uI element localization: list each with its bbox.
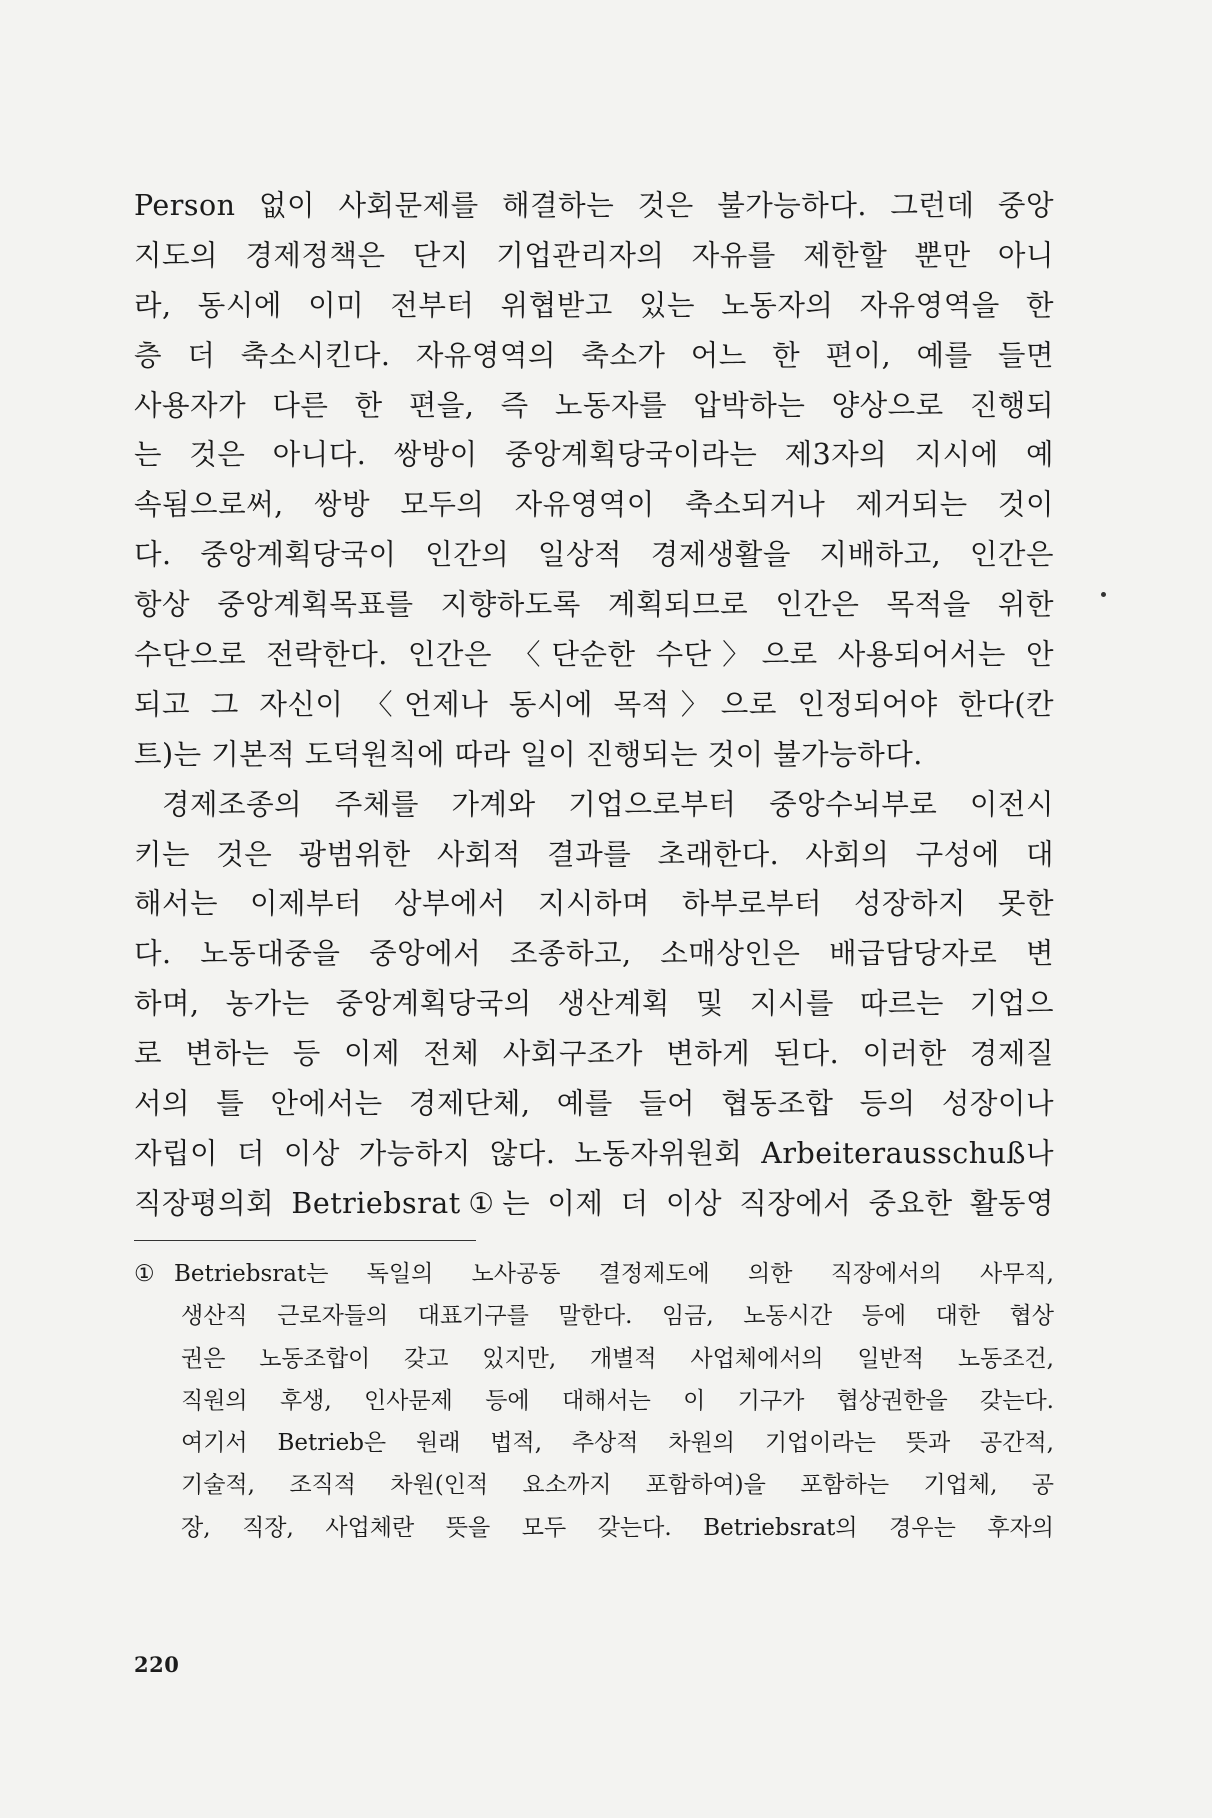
footnote-text: Betriebsrat는 독일의 노사공동 결정제도에 의한 직장에서의 사무직, [174,1261,1054,1287]
body-line: 로 변하는 등 이제 전체 사회구조가 변하게 된다. 이러한 경제질 [134,1037,1054,1071]
footnote-marker: ① [134,1261,155,1287]
footnote-line: 장, 직장, 사업체란 뜻을 모두 갖는다. Betriebsrat의 경우는 후자의 [181,1514,1054,1541]
body-line: 항상 중앙계획목표를 지향하도록 계획되므로 인간은 목적을 위한 [134,588,1054,622]
body-line: 키는 것은 광범위한 사회적 결과를 초래한다. 사회의 구성에 대 [134,837,1054,871]
body-line: 수단으로 전락한다. 인간은 〈단순한 수단〉으로 사용되어서는 안 [134,638,1054,672]
scan-speck [1101,592,1106,597]
body-line: 경제조종의 주체를 가계와 기업으로부터 중앙수뇌부로 이전시 [162,787,1054,821]
body-line: 되고 그 자신이 〈언제나 동시에 목적〉으로 인정되어야 한다(칸 [134,687,1054,721]
footnote-line: 생산직 근로자들의 대표기구를 말한다. 임금, 노동시간 등에 대한 협상 [181,1303,1054,1330]
footnote-line: 기술적, 조직적 차원(인적 요소까지 포함하여)을 포함하는 기업체, 공 [181,1472,1054,1499]
body-line: 사용자가 다른 한 편을, 즉 노동자를 압박하는 양상으로 진행되 [134,388,1054,422]
body-line: Person 없이 사회문제를 해결하는 것은 불가능하다. 그런데 중앙 [134,189,1054,222]
footnote [134,1253,1054,1549]
page-number: 220 [134,1652,180,1677]
body-line: 다. 중앙계획당국이 인간의 일상적 경제생활을 지배하고, 인간은 [134,538,1054,572]
body-line: 라, 동시에 이미 전부터 위협받고 있는 노동자의 자유영역을 한 [134,288,1054,322]
footnote-line: 여기서 Betrieb은 원래 법적, 추상적 차원의 기업이라는 뜻과 공간적, [181,1430,1054,1457]
body-line: 지도의 경제정책은 단지 기업관리자의 자유를 제한할 뿐만 아니 [134,238,1054,272]
body-line: 직장평의회 Betriebsrat①는 이제 더 이상 직장에서 중요한 활동영 [134,1186,1054,1220]
body-text [134,181,1054,1229]
body-line: 해서는 이제부터 상부에서 지시하며 하부로부터 성장하지 못한 [134,887,1054,921]
body-line: 는 것은 아니다. 쌍방이 중앙계획당국이라는 제3자의 지시에 예 [134,438,1054,472]
footnote-line: 권은 노동조합이 갖고 있지만, 개별적 사업체에서의 일반적 노동조건, [181,1345,1054,1372]
body-line: 다. 노동대중을 중앙에서 조종하고, 소매상인은 배급담당자로 변 [134,937,1054,971]
body-line: 자립이 더 이상 가능하지 않다. 노동자위원회 Arbeiterausschuß나 [134,1136,1054,1170]
body-line: 하며, 농가는 중앙계획당국의 생산계획 및 지시를 따르는 기업으 [134,987,1054,1021]
body-line: 트)는 기본적 도덕원칙에 따라 일이 진행되는 것이 불가능하다. [134,737,923,771]
body-line: 속됨으로써, 쌍방 모두의 자유영역이 축소되거나 제거되는 것이 [134,488,1054,522]
footnote-line: 직원의 후생, 인사문제 등에 대해서는 이 기구가 협상권한을 갖는다. [181,1387,1054,1414]
body-line: 층 더 축소시킨다. 자유영역의 축소가 어느 한 편이, 예를 들면 [134,338,1054,372]
body-line: 서의 틀 안에서는 경제단체, 예를 들어 협동조합 등의 성장이나 [134,1087,1054,1121]
footnote-line [134,1253,1054,1295]
footnote-divider [134,1240,476,1241]
